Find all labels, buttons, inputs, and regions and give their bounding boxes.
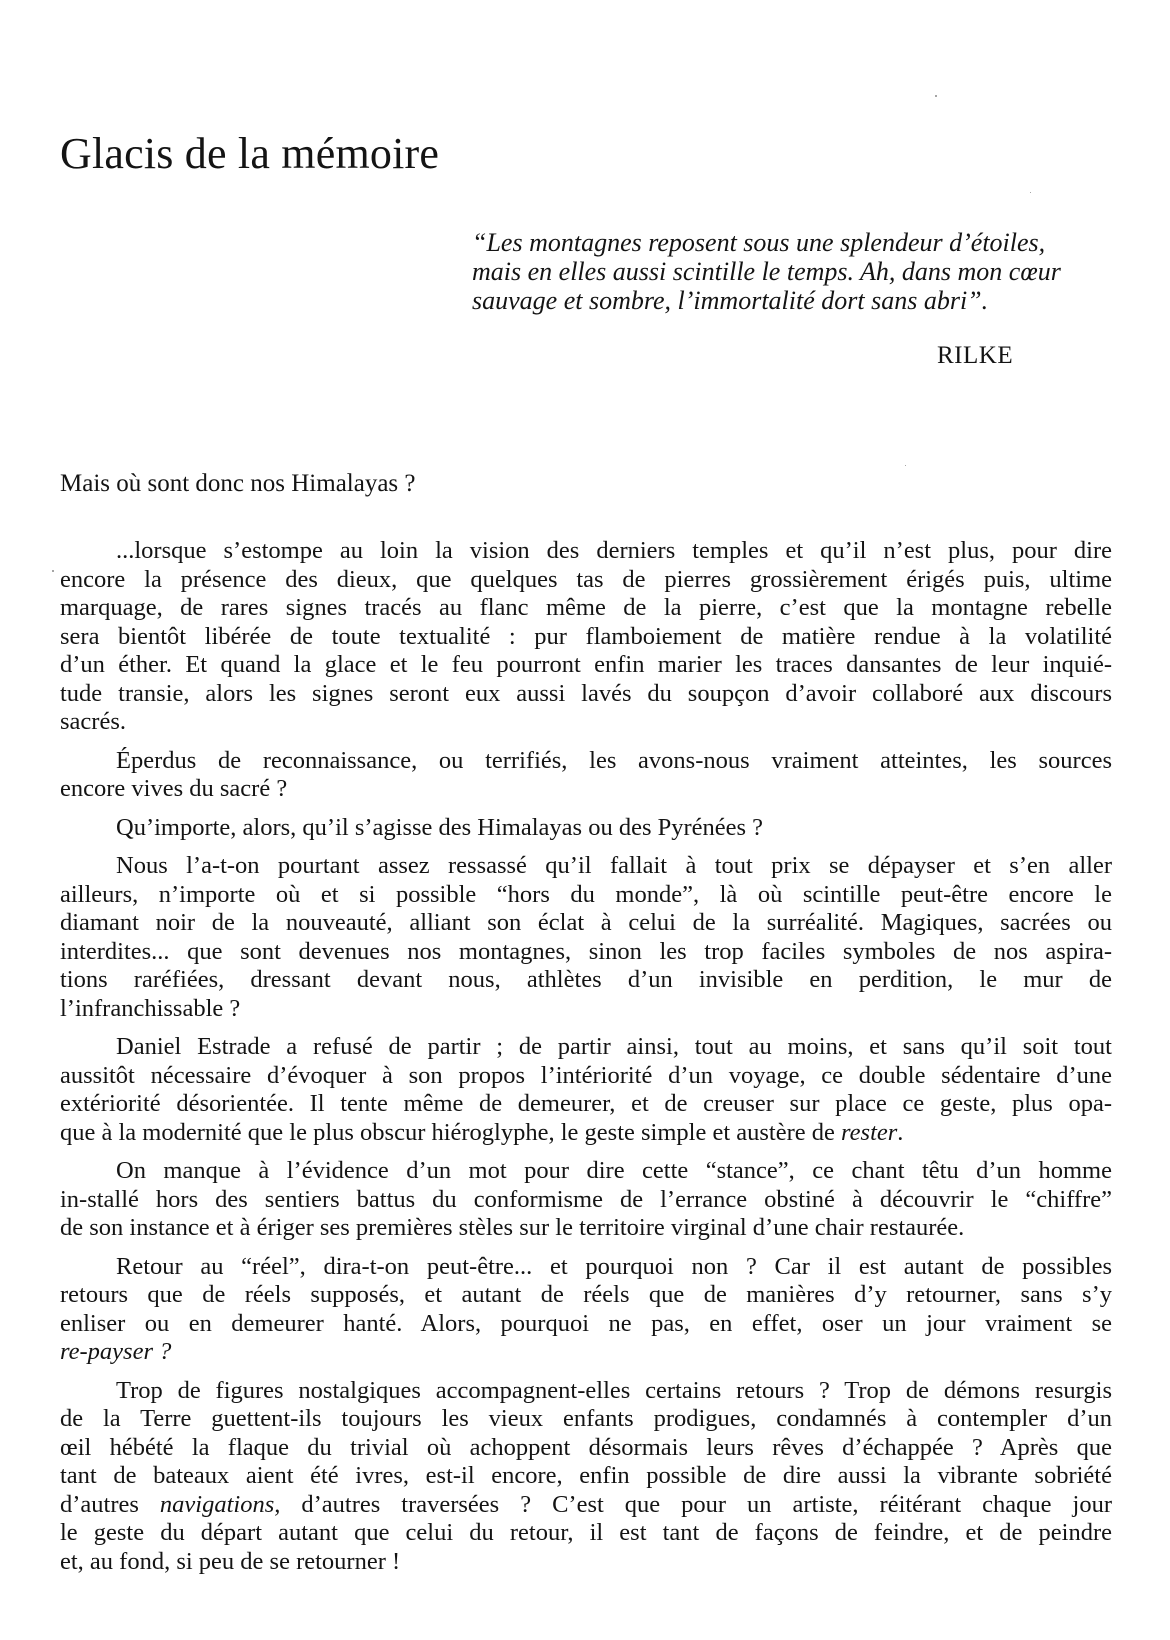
text-line: Retour au “réel”, dira-t-on peut-être... et pourquoi non ? Car il est autant de possibles bbox=[116, 1252, 1112, 1280]
text-line: Trop de figures nostalgiques accompagnent-elles certains retours ? Trop de démons resurgis bbox=[116, 1376, 1112, 1404]
paragraph bbox=[60, 1253, 1112, 1367]
text-line: Qu’importe, alors, qu’il s’agisse des Himalayas ou des Pyrénées ? bbox=[116, 813, 764, 841]
text-line: aussitôt nécessaire d’évoquer à son propos l’intériorité d’un voyage, ce double sédentaire d’une bbox=[60, 1061, 1112, 1089]
text-line: tant de bateaux aient été ivres, est-il encore, enfin possible de dire aussi la vibrante sobriété bbox=[60, 1462, 1112, 1489]
text-line: in-stallé hors des sentiers battus du conformisme de l’errance obstiné à découvrir le “chiffre” bbox=[60, 1185, 1112, 1213]
text-line: l’infranchissable ? bbox=[60, 994, 241, 1022]
epigraph-author: RILKE bbox=[937, 342, 1014, 369]
paragraph bbox=[60, 747, 1112, 804]
text-line: de son instance et à ériger ses premières stèles sur le territoire virginal d’une chair restaurée. bbox=[60, 1214, 965, 1241]
text-line: tude transie, alors les signes seront eux aussi lavés du soupçon d’avoir collaboré aux discours bbox=[60, 679, 1112, 707]
epigraph-line: “Les montagnes reposent sous une splendeur d’étoiles, bbox=[472, 228, 1046, 257]
text-line: ...lorsque s’estompe au loin la vision des derniers temples et qu’il n’est plus, pour dire bbox=[116, 537, 1112, 564]
body-text bbox=[60, 537, 1112, 1586]
text-line: ailleurs, n’importe où et si possible “hors du monde”, là où scintille peut-être encore le bbox=[60, 880, 1112, 908]
text-line: Daniel Estrade a refusé de partir ; de partir ainsi, tout au moins, et sans qu’il soit tout bbox=[116, 1033, 1112, 1060]
paragraph bbox=[60, 1157, 1112, 1243]
text-line bbox=[60, 1491, 1112, 1520]
opening-question: Mais où sont donc nos Himalayas ? bbox=[60, 470, 416, 497]
paragraph bbox=[60, 537, 1112, 737]
text-line: Nous l’a-t-on pourtant assez ressassé qu’il fallait à tout prix se dépayser et s’en aller bbox=[116, 852, 1112, 879]
text-line: extériorité désorientée. Il tente même de demeurer, et de creuser sur place ce geste, plus opa- bbox=[60, 1090, 1112, 1117]
paragraph bbox=[60, 852, 1112, 1023]
text-line: d’un éther. Et quand la glace et le feu pourront enfin marier les traces dansantes de leur inquié- bbox=[60, 651, 1112, 678]
text-run: . bbox=[897, 1118, 904, 1146]
emphasis-text: navigations, bbox=[159, 1490, 281, 1518]
text-line: enliser ou en demeurer hanté. Alors, pourquoi ne pas, en effet, oser un jour vraiment se bbox=[60, 1309, 1112, 1337]
paragraph bbox=[60, 814, 1112, 843]
paragraph bbox=[60, 1377, 1112, 1577]
text-line: interdites... que sont devenues nos montagnes, sinon les trop faciles symboles de nos aspira- bbox=[60, 937, 1112, 965]
text-line: On manque à l’évidence d’un mot pour dire cette “stance”, ce chant têtu d’un homme bbox=[116, 1157, 1112, 1184]
text-line bbox=[60, 1338, 1112, 1367]
text-run: d’autres traversées ? C’est que pour un artiste, réitérant chaque jour bbox=[280, 1490, 1112, 1518]
text-line: œil hébété la flaque du trivial où achoppent désormais leurs rêves d’échappée ? Après que bbox=[60, 1433, 1112, 1461]
text-line: sacrés. bbox=[60, 708, 126, 735]
text-line: diamant noir de la nouveauté, alliant son éclat à celui de la surréalité. Magiques, sacrées ou bbox=[60, 909, 1112, 936]
print-speck bbox=[1030, 192, 1031, 193]
text-line: encore la présence des dieux, que quelques tas de pierres grossièrement érigés puis, ultime bbox=[60, 565, 1112, 593]
text-line: marquage, de rares signes tracés au flanc même de la pierre, c’est que la montagne rebelle bbox=[60, 594, 1112, 621]
emphasis-text: re-payser ? bbox=[60, 1338, 172, 1365]
print-speck bbox=[52, 570, 54, 572]
text-run: d’autres bbox=[60, 1490, 160, 1518]
text-line: sera bientôt libérée de toute textualité : pur flamboiement de matière rendue à la volatilité bbox=[60, 622, 1112, 650]
text-line: le geste du départ autant que celui du retour, il est tant de façons de feindre, et de peindre bbox=[60, 1519, 1112, 1546]
text-line: retours que de réels supposés, et autant de réels que de manières d’y retourner, sans s’y bbox=[60, 1281, 1112, 1308]
epigraph-line: mais en elles aussi scintille le temps. Ah, dans mon cœur bbox=[472, 257, 1061, 286]
text-line: et, au fond, si peu de se retourner ! bbox=[60, 1547, 401, 1575]
text-run: que à la modernité que le plus obscur hiéroglyphe, le geste simple et austère de bbox=[60, 1118, 842, 1146]
text-line bbox=[60, 1119, 1112, 1148]
print-speck bbox=[905, 465, 906, 466]
text-line: encore vives du sacré ? bbox=[60, 775, 288, 802]
text-line: de la Terre guettent-ils toujours les vieux enfants prodigues, condamnés à contempler d’un bbox=[60, 1405, 1112, 1432]
paragraph bbox=[60, 1033, 1112, 1147]
epigraph-line: sauvage et sombre, l’immortalité dort sans abri”. bbox=[472, 286, 989, 315]
text-line: Éperdus de reconnaissance, ou terrifiés, les avons-nous vraiment atteintes, les sources bbox=[116, 746, 1112, 774]
emphasis-text: rester bbox=[841, 1118, 898, 1146]
text-line: tions raréfiées, dressant devant nous, athlètes d’un invisible en perdition, le mur de bbox=[60, 966, 1112, 993]
page-title: Glacis de la mémoire bbox=[60, 129, 440, 178]
print-speck bbox=[935, 95, 937, 97]
epigraph-quote bbox=[472, 228, 1092, 315]
